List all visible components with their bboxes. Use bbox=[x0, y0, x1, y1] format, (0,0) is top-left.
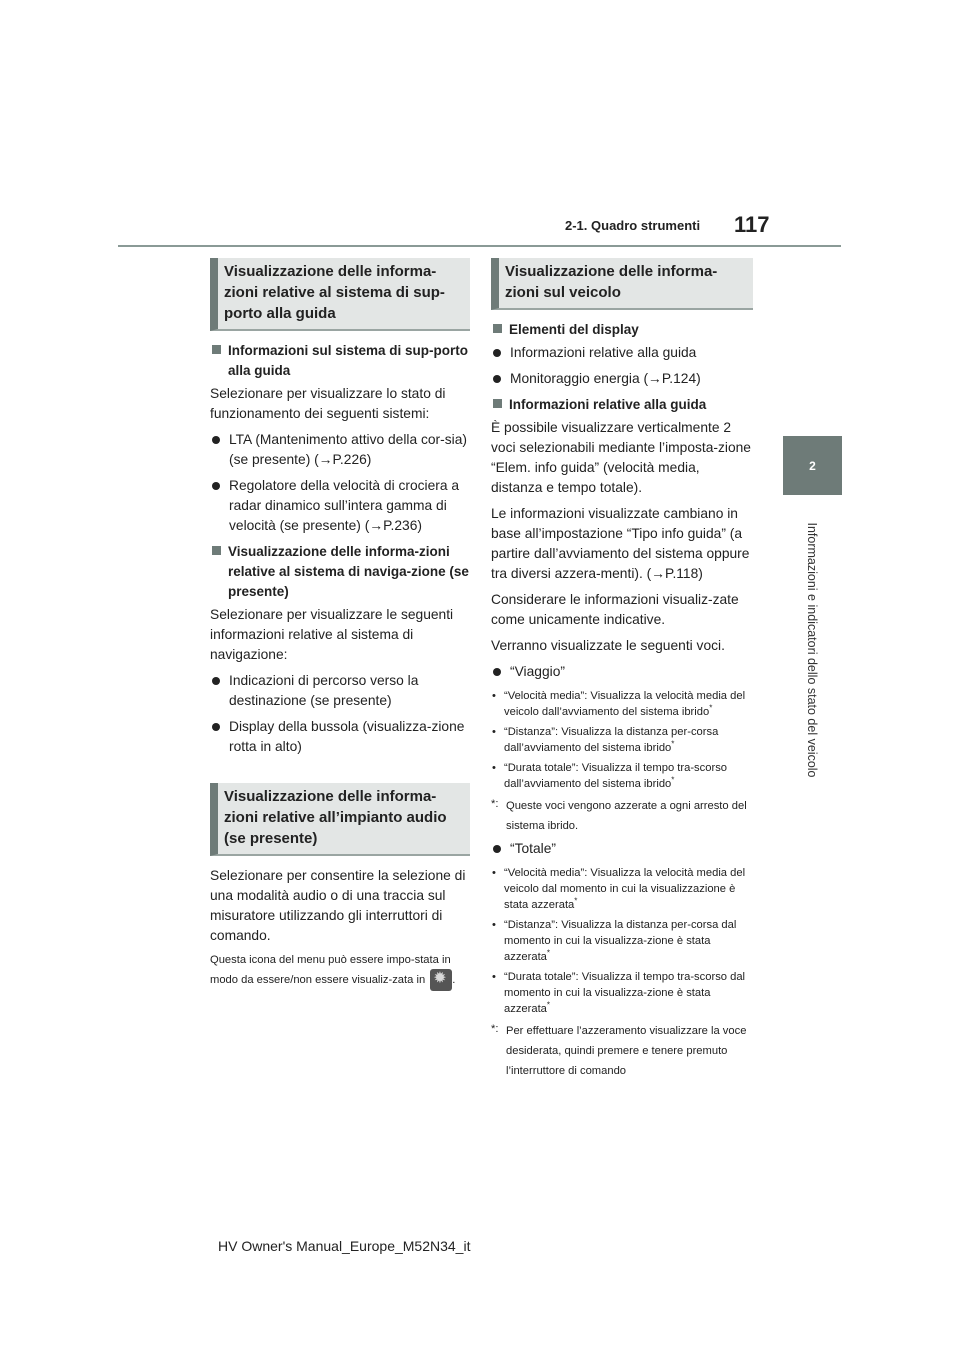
chapter-title: Informazioni e indicatori dello stato del veicolo bbox=[805, 522, 819, 778]
small-note-text: Questa icona del menu può essere impo-stata in modo da essere/non essere visualiz-zata in bbox=[210, 954, 451, 986]
footnote-mark: *: bbox=[491, 798, 499, 810]
right-column bbox=[491, 258, 753, 1084]
sub-bullet: • “Velocità media”: Visualizza la velocità media del veicolo dal momento in cui la visualizzazione è stata azzerata* bbox=[491, 865, 753, 913]
bullet-item: Monitoraggio energia (→P.124) bbox=[491, 369, 753, 389]
chapter-tab: 2 bbox=[783, 436, 842, 495]
page-number: 117 bbox=[734, 212, 770, 237]
sub-bullet: • “Durata totale”: Visualizza il tempo tra-scorso dall’avviamento del sistema ibrido* bbox=[491, 760, 753, 792]
subheading: Elementi del display bbox=[491, 320, 753, 340]
asterisk: * bbox=[574, 896, 578, 906]
subheading: Informazioni relative alla guida bbox=[491, 395, 753, 415]
paragraph: È possibile visualizzare verticalmente 2 voci selezionabili mediante l’imposta-zione “Elem. info guida” (velocità media, distanza e tempo totale). bbox=[491, 420, 751, 495]
asterisk: * bbox=[671, 775, 675, 785]
paragraph: Selezionare per visualizzare le seguenti informazioni relative al sistema di navigazione: bbox=[210, 607, 454, 662]
sub-bullet: • “Distanza”: Visualizza la distanza per-corsa dal momento in cui la visualizza-zione è stata azzerata* bbox=[491, 917, 753, 965]
sub-bullet: • “Velocità media”: Visualizza la velocità media del veicolo dall’avviamento del sistema ibrido* bbox=[491, 688, 753, 720]
sub-bullet: • “Distanza”: Visualizza la distanza per-corsa dall’avviamento del sistema ibrido* bbox=[491, 724, 753, 756]
bullet-item: Indicazioni di percorso verso la destinazione (se presente) bbox=[210, 671, 470, 711]
bullet-item: “Totale” bbox=[491, 839, 753, 859]
small-note bbox=[210, 952, 470, 991]
paragraph: Selezionare per visualizzare lo stato di funzionamento dei seguenti sistemi: bbox=[210, 386, 446, 421]
asterisk: * bbox=[546, 948, 551, 958]
asterisk: * bbox=[546, 1000, 551, 1010]
asterisk: * bbox=[671, 739, 675, 749]
header-section: 2-1. Quadro strumenti bbox=[565, 218, 701, 233]
footnote: *: Per effettuare l’azzeramento visualizzare la voce desiderata, quindi premere e tenere premuto l’interruttore di comando bbox=[491, 1021, 753, 1081]
footnote-mark: *: bbox=[491, 1023, 499, 1035]
bullet-item: “Viaggio” bbox=[491, 662, 753, 682]
paragraph: Le informazioni visualizzate cambiano in base all’impostazione “Tipo info guida” (a partire dall’avviamento del sistema oppure tra diversi azzera-menti). (→P.118) bbox=[491, 506, 750, 581]
section-title: Visualizzazione delle informa-zioni sul veicolo bbox=[491, 258, 753, 310]
bullet-item: Regolatore della velocità di crociera a radar dinamico sull’intera gamma di velocità (se presente) (→P.236) bbox=[210, 476, 470, 536]
section-title: Visualizzazione delle informa-zioni relative al sistema di sup-porto alla guida bbox=[210, 258, 470, 331]
footnote: *: Queste voci vengono azzerate a ogni arresto del sistema ibrido. bbox=[491, 796, 753, 836]
subheading: Visualizzazione delle informa-zioni relative al sistema di naviga-zione (se presente) bbox=[210, 542, 470, 602]
bullet-item: LTA (Mantenimento attivo della cor-sia) (se presente) (→P.226) bbox=[210, 430, 470, 470]
gear-icon bbox=[430, 969, 452, 991]
bullet-item: Informazioni relative alla guida bbox=[491, 343, 753, 363]
section-title: Visualizzazione delle informa-zioni relative all’impianto audio (se presente) bbox=[210, 783, 470, 856]
footer: HV Owner's Manual_Europe_M52N34_it bbox=[218, 1238, 471, 1254]
bullet-item: Display della bussola (visualizza-zione rotta in alto) bbox=[210, 717, 470, 757]
small-note-end: . bbox=[452, 973, 456, 986]
subheading: Informazioni sul sistema di sup-porto alla guida bbox=[210, 341, 470, 381]
left-column bbox=[210, 258, 470, 994]
header-rule bbox=[118, 245, 841, 247]
asterisk: * bbox=[709, 703, 713, 713]
paragraph: Verranno visualizzate le seguenti voci. bbox=[491, 638, 725, 653]
paragraph: Considerare le informazioni visualiz-zate come unicamente indicative. bbox=[491, 592, 739, 627]
paragraph: Selezionare per consentire la selezione di una modalità audio o di una traccia sul misuratore utilizzando gli interruttori di comando. bbox=[210, 868, 466, 943]
sub-bullet: • “Durata totale”: Visualizza il tempo tra-scorso dal momento in cui la visualizza-zione è stata azzerata* bbox=[491, 969, 753, 1017]
